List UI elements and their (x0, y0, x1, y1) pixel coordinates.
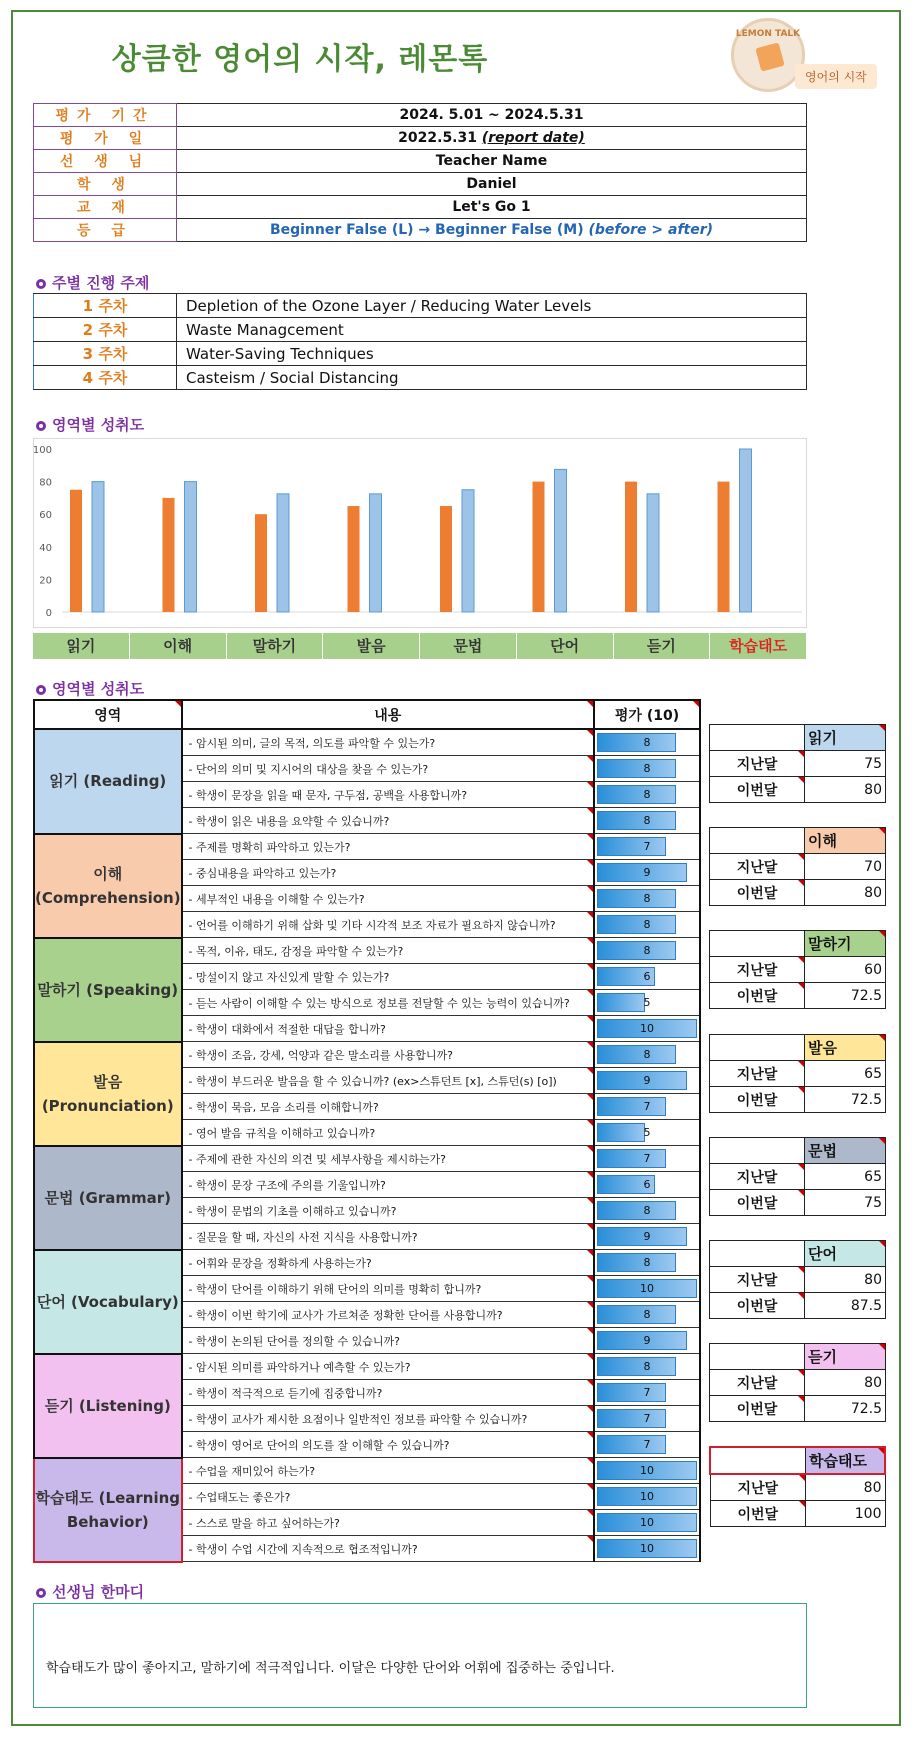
bar-series-1-1 (163, 498, 175, 612)
question-text: - 암시된 의미, 글의 목적, 의도를 파악할 수 있는가? (182, 729, 594, 756)
table-row (34, 1354, 700, 1380)
last-month-label: 지난달 (710, 1474, 806, 1501)
question-text: - 수업태도는 좋은가? (182, 1484, 594, 1510)
score-value: 8 (643, 1360, 651, 1373)
last-month-value: 75 (805, 751, 886, 777)
summary-5 (709, 1240, 886, 1319)
bar-series-1-7 (718, 482, 730, 612)
score-value: 8 (643, 1308, 651, 1321)
score-value: 9 (643, 866, 651, 879)
summary-spacer (710, 725, 805, 751)
table-row (34, 834, 700, 860)
score-value: 10 (640, 1282, 654, 1295)
page-title: 상큼한 영어의 시작, 레몬톡 (111, 42, 489, 77)
score-value: 9 (643, 1334, 651, 1347)
header-area: 영역 (34, 700, 182, 729)
area-name: 발음 (Pronunciation) (34, 1042, 182, 1146)
detail-section-title (36, 678, 144, 699)
last-month-value: 60 (805, 957, 886, 983)
y-tick-label: 40 (39, 542, 52, 554)
chart-category-label: 이해 (130, 633, 227, 659)
summary-spacer (710, 1138, 805, 1164)
score-value: 7 (643, 840, 651, 853)
week-row (34, 366, 807, 390)
book-icon (755, 42, 784, 71)
score-value: 7 (643, 1438, 651, 1451)
this-month-value: 87.5 (805, 1293, 886, 1319)
score-value: 8 (643, 814, 651, 827)
last-month-value: 65 (805, 1164, 886, 1190)
chart-category-label: 듣기 (614, 633, 711, 659)
score-cell (594, 1536, 700, 1562)
summary-spacer (710, 1447, 806, 1474)
chart-category-label: 학습태도 (710, 633, 807, 659)
question-text: - 망설이지 않고 자신있게 말할 수 있는가? (182, 964, 594, 990)
summary-7 (709, 1446, 886, 1527)
question-text: - 학생이 부드러운 발음을 할 수 있습니까? (ex>스튜던트 [x], 스튜던(s) [o]) (182, 1068, 594, 1094)
score-value: 10 (640, 1490, 654, 1503)
question-text: - 학생이 적극적으로 듣기에 집중합니까? (182, 1380, 594, 1406)
week-topic: Depletion of the Ozone Layer / Reducing Water Levels (177, 294, 807, 318)
comment-section-title (36, 1581, 144, 1602)
bar-series-2-2 (277, 494, 289, 612)
period-value: 2024. 5.01 ~ 2024.5.31 (177, 104, 807, 127)
summary-spacer (710, 1344, 805, 1370)
score-cell (594, 808, 700, 834)
summary-title: 발음 (805, 1035, 886, 1061)
last-month-label: 지난달 (710, 1164, 805, 1190)
table-row (34, 1250, 700, 1276)
y-tick-label: 20 (39, 575, 52, 587)
score-cell (594, 1172, 700, 1198)
question-text: - 학생이 논의된 단어를 정의할 수 있습니까? (182, 1328, 594, 1354)
area-name: 이해 (Comprehension) (34, 834, 182, 938)
chart-category-label: 문법 (420, 633, 517, 659)
table-row (34, 729, 700, 756)
score-value: 7 (643, 1152, 651, 1165)
chart-category-bar (33, 633, 807, 659)
teacher-label: 선 생 님 (34, 150, 177, 173)
week-label: 2 주차 (34, 318, 177, 342)
score-value: 8 (643, 892, 651, 905)
grade-note: (before > after) (588, 222, 714, 238)
teacher-comment-box (33, 1603, 807, 1708)
question-text: - 세부적인 내용을 이해할 수 있는가? (182, 886, 594, 912)
area-name: 문법 (Grammar) (34, 1146, 182, 1250)
last-month-label: 지난달 (710, 1061, 805, 1087)
achievement-chart (33, 438, 807, 628)
question-text: - 학생이 수업 시간에 지속적으로 협조적입니까? (182, 1536, 594, 1562)
area-name: 듣기 (Listening) (34, 1354, 182, 1458)
score-value: 8 (643, 1256, 651, 1269)
question-text: - 주제에 관한 자신의 의견 및 세부사항을 제시하는가? (182, 1146, 594, 1172)
question-text: - 학생이 조음, 강세, 억양과 같은 말소리를 사용합니까? (182, 1042, 594, 1068)
question-text: - 어휘와 문장을 정확하게 사용하는가? (182, 1250, 594, 1276)
score-value: 8 (643, 788, 651, 801)
summary-1 (709, 827, 886, 906)
bar-series-1-6 (625, 482, 637, 612)
score-cell (594, 1432, 700, 1458)
score-cell (594, 1510, 700, 1536)
score-value: 10 (640, 1464, 654, 1477)
header-content: 내용 (182, 700, 594, 729)
bar-series-2-5 (555, 469, 567, 612)
score-value: 7 (643, 1386, 651, 1399)
score-cell (594, 990, 700, 1016)
score-value: 8 (643, 736, 651, 749)
this-month-label: 이번달 (710, 1190, 805, 1216)
question-text: - 언어를 이해하기 위해 삽화 및 기타 시각적 보조 자료가 필요하지 않습니까? (182, 912, 594, 938)
info-table (33, 103, 807, 242)
bar-series-2-1 (185, 482, 197, 612)
summary-spacer (710, 1241, 805, 1267)
week-label: 4 주차 (34, 366, 177, 390)
bar-series-2-4 (462, 490, 474, 612)
score-cell (594, 1042, 700, 1068)
summary-4 (709, 1137, 886, 1216)
score-cell (594, 1146, 700, 1172)
score-cell (594, 912, 700, 938)
summary-title: 단어 (805, 1241, 886, 1267)
question-text: - 수업을 재미있어 하는가? (182, 1458, 594, 1484)
grade-cell (177, 219, 807, 242)
chart-title-text: 영역별 성취도 (52, 416, 145, 434)
score-cell (594, 938, 700, 964)
score-value: 9 (643, 1074, 651, 1087)
bar-series-2-0 (92, 482, 104, 612)
question-text: - 학생이 문장을 읽을 때 문자, 구두점, 공백을 사용합니까? (182, 782, 594, 808)
y-tick-label: 80 (39, 477, 52, 489)
this-month-label: 이번달 (710, 983, 805, 1009)
table-header-row (34, 700, 700, 729)
week-label: 3 주차 (34, 342, 177, 366)
last-month-label: 지난달 (710, 1370, 805, 1396)
bar-series-1-3 (348, 506, 360, 612)
bullet-icon (36, 279, 46, 289)
score-value: 7 (643, 1412, 651, 1425)
score-value: 10 (640, 1542, 654, 1555)
score-cell (594, 1198, 700, 1224)
this-month-value: 75 (805, 1190, 886, 1216)
score-cell (594, 1094, 700, 1120)
score-cell (594, 1068, 700, 1094)
score-cell (594, 886, 700, 912)
score-cell (594, 1224, 700, 1250)
last-month-value: 80 (805, 1370, 886, 1396)
last-month-label: 지난달 (710, 854, 805, 880)
summary-title: 말하기 (805, 931, 886, 957)
question-text: - 중심내용을 파악하고 있는가? (182, 860, 594, 886)
week-topic: Casteism / Social Distancing (177, 366, 807, 390)
this-month-label: 이번달 (710, 777, 805, 803)
score-value: 8 (643, 918, 651, 931)
this-month-value: 72.5 (805, 1396, 886, 1422)
logo-text: LEMON TALK (735, 29, 801, 39)
bar-series-1-2 (255, 514, 267, 612)
weekly-table (33, 293, 807, 390)
question-text: - 학생이 읽은 내용을 요약할 수 있습니까? (182, 808, 594, 834)
bar-series-1-0 (70, 490, 82, 612)
summary-3 (709, 1034, 886, 1113)
score-value: 7 (643, 1100, 651, 1113)
score-cell (594, 1302, 700, 1328)
bar-series-1-4 (440, 506, 452, 612)
summary-spacer (710, 1035, 805, 1061)
y-tick-label: 0 (45, 608, 52, 619)
weekly-title-text: 주별 진행 주제 (52, 274, 150, 292)
this-month-label: 이번달 (710, 1501, 806, 1527)
score-value: 8 (643, 944, 651, 957)
score-cell (594, 860, 700, 886)
question-text: - 암시된 의미를 파악하거나 예측할 수 있는가? (182, 1354, 594, 1380)
this-month-value: 100 (806, 1501, 886, 1527)
bar-series-2-6 (647, 494, 659, 612)
summary-title: 듣기 (805, 1344, 886, 1370)
area-name: 읽기 (Reading) (34, 729, 182, 834)
grade-value: Beginner False (L) → Beginner False (M) (269, 222, 584, 238)
summary-0 (709, 724, 886, 803)
comment-title-text: 선생님 한마디 (52, 1583, 145, 1601)
bar-series-1-5 (533, 482, 545, 612)
week-row (34, 318, 807, 342)
score-cell (594, 1406, 700, 1432)
last-month-value: 65 (805, 1061, 886, 1087)
summary-2 (709, 930, 886, 1009)
period-label: 평가 기간 (34, 104, 177, 127)
last-month-value: 80 (806, 1474, 886, 1501)
score-cell (594, 1328, 700, 1354)
week-row (34, 342, 807, 366)
score-cell (594, 1484, 700, 1510)
score-cell (594, 782, 700, 808)
score-value: 6 (643, 970, 651, 983)
chart-category-label: 단어 (517, 633, 614, 659)
date-value: 2022.5.31 (398, 130, 477, 146)
question-text: - 학생이 영어로 단어의 의도를 잘 이해할 수 있습니까? (182, 1432, 594, 1458)
summary-title: 문법 (805, 1138, 886, 1164)
score-cell (594, 1458, 700, 1484)
this-month-value: 72.5 (805, 1087, 886, 1113)
teacher-comment-text: 학습태도가 많이 좋아지고, 말하기에 적극적입니다. 이달은 다양한 단어와 어휘에 집중하는 중입니다. (46, 1661, 615, 1676)
question-text: - 질문을 할 때, 자신의 사전 지식을 사용합니까? (182, 1224, 594, 1250)
this-month-label: 이번달 (710, 880, 805, 906)
y-tick-label: 100 (34, 445, 52, 456)
book-value: Let's Go 1 (177, 196, 807, 219)
last-month-value: 80 (805, 1267, 886, 1293)
last-month-label: 지난달 (710, 751, 805, 777)
date-label: 평 가 일 (34, 127, 177, 150)
y-tick-label: 60 (39, 510, 52, 522)
score-value: 8 (643, 762, 651, 775)
week-label: 1 주차 (34, 294, 177, 318)
student-label: 학 생 (34, 173, 177, 196)
bullet-icon (36, 421, 46, 431)
this-month-label: 이번달 (710, 1087, 805, 1113)
chart-category-label: 말하기 (227, 633, 324, 659)
question-text: - 영어 발음 규칙을 이해하고 있습니까? (182, 1120, 594, 1146)
summary-spacer (710, 931, 805, 957)
score-cell (594, 1276, 700, 1302)
teacher-value: Teacher Name (177, 150, 807, 173)
score-value: 9 (643, 1230, 651, 1243)
summary-title: 학습태도 (806, 1447, 886, 1474)
lemon-talk-logo (731, 18, 805, 92)
score-value: 8 (643, 1048, 651, 1061)
header-score: 평가 (10) (594, 700, 700, 729)
week-topic: Water-Saving Techniques (177, 342, 807, 366)
date-note: (report date) (481, 130, 585, 146)
weekly-section-title (36, 272, 149, 293)
question-text: - 주제를 명확히 파악하고 있는가? (182, 834, 594, 860)
area-name: 말하기 (Speaking) (34, 938, 182, 1042)
score-cell (594, 729, 700, 756)
score-cell (594, 834, 700, 860)
table-row (34, 938, 700, 964)
bar-series-2-3 (370, 494, 382, 612)
question-text: - 학생이 교사가 제시한 요점이나 일반적인 정보를 파악할 수 있습니까? (182, 1406, 594, 1432)
score-cell (594, 756, 700, 782)
last-month-label: 지난달 (710, 957, 805, 983)
score-value: 10 (640, 1516, 654, 1529)
question-text: - 학생이 문법의 기초를 이해하고 있습니까? (182, 1198, 594, 1224)
book-label: 교 재 (34, 196, 177, 219)
question-text: - 학생이 묵음, 모음 소리를 이해합니까? (182, 1094, 594, 1120)
chart-svg (34, 439, 806, 627)
question-text: - 듣는 사람이 이해할 수 있는 방식으로 정보를 전달할 수 있는 능력이 있습니까? (182, 990, 594, 1016)
score-cell (594, 1380, 700, 1406)
bullet-icon (36, 1588, 46, 1598)
bullet-icon (36, 685, 46, 695)
this-month-value: 80 (805, 880, 886, 906)
chart-category-label: 발음 (323, 633, 420, 659)
date-cell (177, 127, 807, 150)
summary-spacer (710, 828, 805, 854)
detail-title-text: 영역별 성취도 (52, 680, 145, 698)
bar-series-2-7 (740, 449, 752, 612)
score-value: 10 (640, 1022, 654, 1035)
score-cell (594, 1120, 700, 1146)
table-row (34, 1146, 700, 1172)
score-value: 5 (643, 1126, 651, 1139)
last-month-label: 지난달 (710, 1267, 805, 1293)
chart-section-title (36, 414, 144, 435)
score-cell (594, 964, 700, 990)
score-value: 8 (643, 1204, 651, 1217)
area-name: 단어 (Vocabulary) (34, 1250, 182, 1354)
student-value: Daniel (177, 173, 807, 196)
this-month-value: 80 (805, 777, 886, 803)
this-month-value: 72.5 (805, 983, 886, 1009)
question-text: - 단어의 의미 및 지시어의 대상을 찾을 수 있는가? (182, 756, 594, 782)
grade-label: 등 급 (34, 219, 177, 242)
evaluation-table (33, 699, 701, 1563)
summary-title: 읽기 (805, 725, 886, 751)
this-month-label: 이번달 (710, 1293, 805, 1319)
question-text: - 학생이 이번 학기에 교사가 가르쳐준 정확한 단어를 사용합니까? (182, 1302, 594, 1328)
question-text: - 학생이 단어를 이해하기 위해 단어의 의미를 명확히 합니까? (182, 1276, 594, 1302)
chart-category-label: 읽기 (33, 633, 130, 659)
this-month-label: 이번달 (710, 1396, 805, 1422)
score-cell (594, 1016, 700, 1042)
score-value: 5 (643, 996, 651, 1009)
question-text: - 학생이 문장 구조에 주의를 기울입니까? (182, 1172, 594, 1198)
question-text: - 학생이 대화에서 적절한 대답을 합니까? (182, 1016, 594, 1042)
score-cell (594, 1250, 700, 1276)
score-value: 6 (643, 1178, 651, 1191)
slogan: 영어의 시작 (795, 64, 877, 89)
question-text: - 스스로 말을 하고 싶어하는가? (182, 1510, 594, 1536)
last-month-value: 70 (805, 854, 886, 880)
table-row (34, 1458, 700, 1484)
score-cell (594, 1354, 700, 1380)
table-row (34, 1042, 700, 1068)
area-name: 학습태도 (Learning Behavior) (34, 1458, 182, 1562)
question-text: - 목적, 이유, 태도, 감정을 파악할 수 있는가? (182, 938, 594, 964)
week-topic: Waste Managcement (177, 318, 807, 342)
summary-6 (709, 1343, 886, 1422)
week-row (34, 294, 807, 318)
summary-title: 이해 (805, 828, 886, 854)
